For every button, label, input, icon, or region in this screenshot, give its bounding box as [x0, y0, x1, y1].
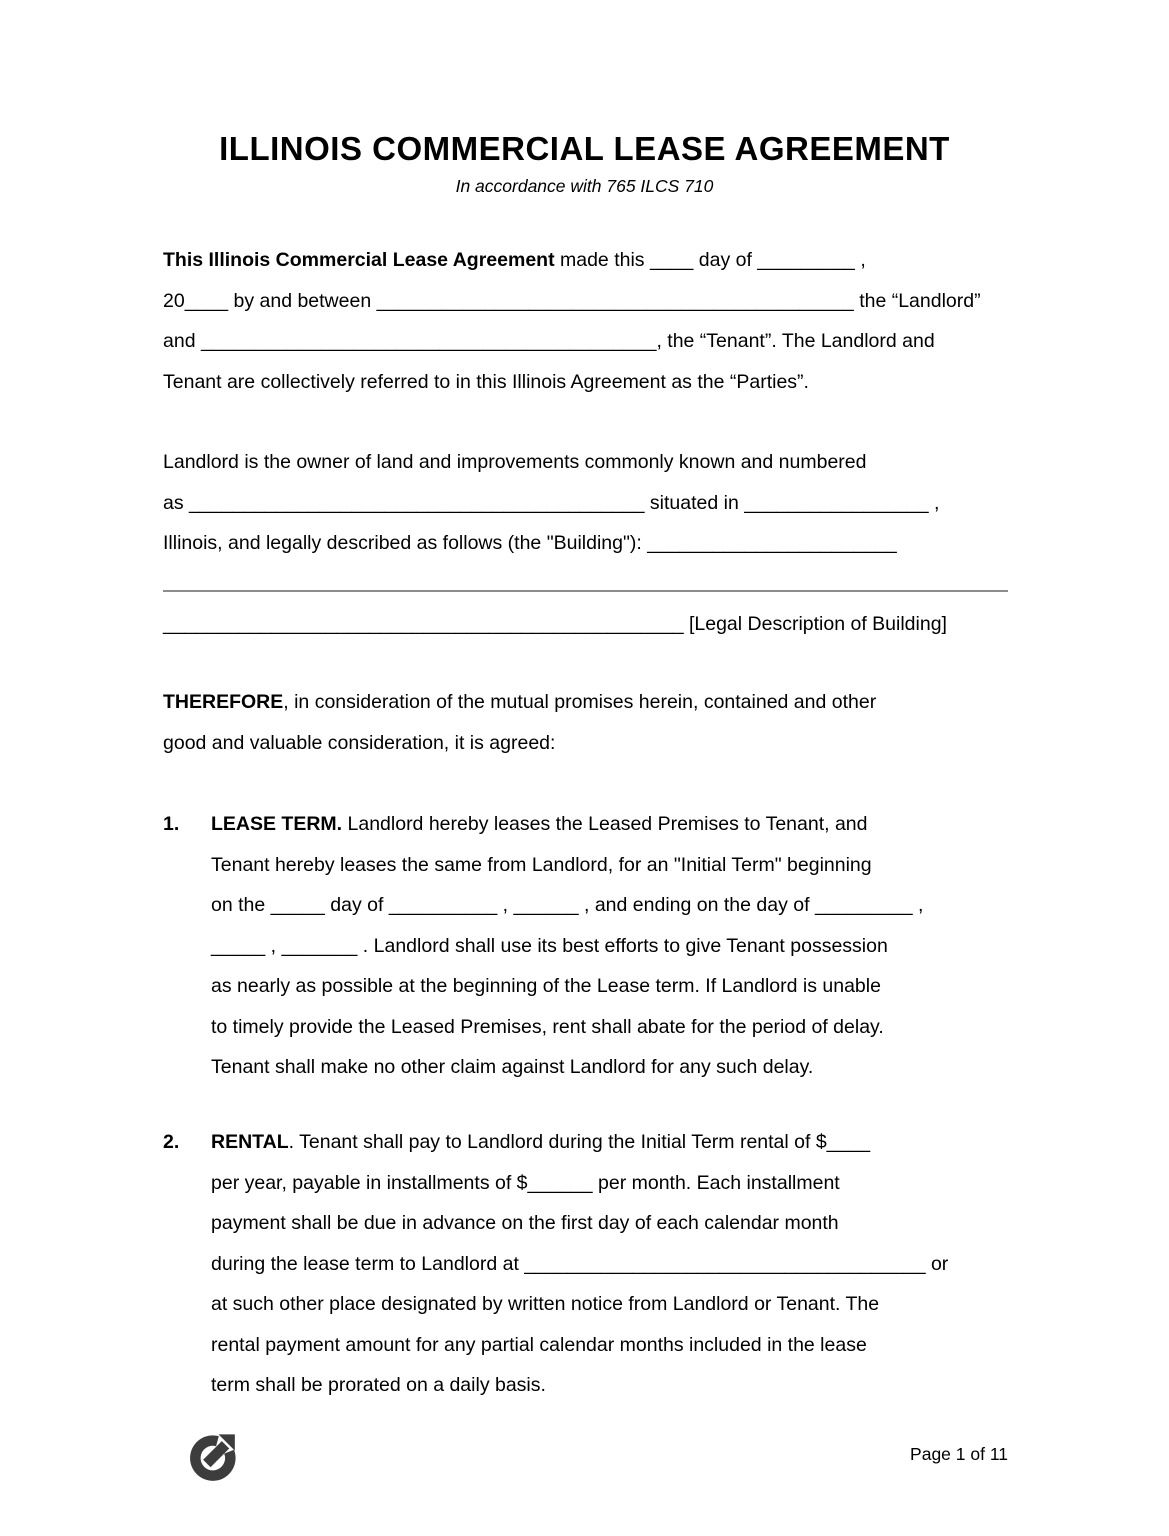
rental-line-1: [163, 1122, 1008, 1163]
rental-line-2: per year, payable in installments of $______ per month. Each installment: [211, 1171, 840, 1194]
therefore-line-2: good and valuable consideration, it is agreed:: [163, 731, 556, 754]
rental-heading: RENTAL: [211, 1131, 289, 1153]
rental-line-1-rest: . Tenant shall pay to Landlord during the Initial Term rental of $____: [288, 1131, 871, 1153]
lease-term-line-2: Tenant hereby leases the same from Landlord, for an "Initial Term" beginning: [211, 853, 872, 876]
rental-line-6: rental payment amount for any partial calendar months included in the lease: [211, 1333, 867, 1356]
lease-term-line-3: on the _____ day of __________ , ______ , and ending on the day of _________ ,: [211, 894, 924, 916]
intro-line-3: and __________________________________________, the “Tenant”. The Landlord and: [163, 330, 935, 352]
eforms-circular-arrow-logo-icon: [187, 1423, 243, 1483]
document-title: ILLINOIS COMMERCIAL LEASE AGREEMENT: [219, 130, 950, 167]
lease-term-line-5: as nearly as possible at the beginning of the Lease term. If Landlord is unable: [211, 975, 881, 997]
rental-line-3: payment shall be due in advance on the first day of each calendar month: [211, 1212, 839, 1234]
lease-term-line-4: _____ , _______ . Landlord shall use its best efforts to give Tenant possession: [211, 934, 888, 957]
section-rental: [163, 1122, 1008, 1406]
intro-line-1-rest: made this ____ day of _________ ,: [554, 249, 866, 271]
lease-term-line-1: [163, 804, 1008, 845]
therefore-paragraph: [163, 682, 1008, 763]
therefore-line-1: [163, 682, 1008, 723]
page-number: Page 1 of 11: [910, 1444, 1008, 1464]
therefore-line-1-rest: , in consideration of the mutual promises herein, contained and other: [283, 691, 877, 713]
lease-term-heading: LEASE TERM.: [211, 813, 343, 835]
intro-line-2: 20____ by and between ____________________________________________ the “Landlord”: [163, 289, 981, 312]
intro-line-4: Tenant are collectively referred to in this Illinois Agreement as the “Parties”.: [163, 370, 809, 393]
item-number: 2.: [163, 1131, 180, 1153]
rental-line-7: term shall be prorated on a daily basis.: [211, 1374, 546, 1396]
rental-line-4: during the lease term to Landlord at _____________________________________ or: [211, 1252, 949, 1275]
lease-term-line-1-rest: Landlord hereby leases the Leased Premises to Tenant, and: [342, 813, 868, 835]
owner-line-2: as __________________________________________ situated in _________________ ,: [163, 491, 940, 514]
intro-line-1: [163, 240, 1008, 281]
owner-line-1: Landlord is the owner of land and improvements commonly known and numbered: [163, 451, 867, 473]
therefore-lead-bold: THEREFORE: [163, 691, 284, 713]
section-lease-term: [163, 804, 1008, 1088]
item-number: 1.: [163, 813, 180, 835]
lease-term-line-7: Tenant shall make no other claim against Landlord for any such delay.: [211, 1056, 814, 1078]
owner-line-5: ________________________________________________ [Legal Description of Building]: [163, 613, 947, 635]
document-subtitle: In accordance with 765 ILCS 710: [455, 176, 714, 196]
intro-lead-bold: This Illinois Commercial Lease Agreement: [163, 249, 555, 271]
intro-paragraph: [163, 240, 1008, 402]
owner-line-3: Illinois, and legally described as follows (the "Building"): _______________________: [163, 532, 897, 554]
owner-paragraph: [163, 442, 1008, 645]
rental-line-5: at such other place designated by written notice from Landlord or Tenant. The: [211, 1293, 880, 1315]
legal-description-blank-line: [163, 564, 1008, 605]
lease-term-line-6: to timely provide the Leased Premises, rent shall abate for the period of delay.: [211, 1015, 884, 1038]
